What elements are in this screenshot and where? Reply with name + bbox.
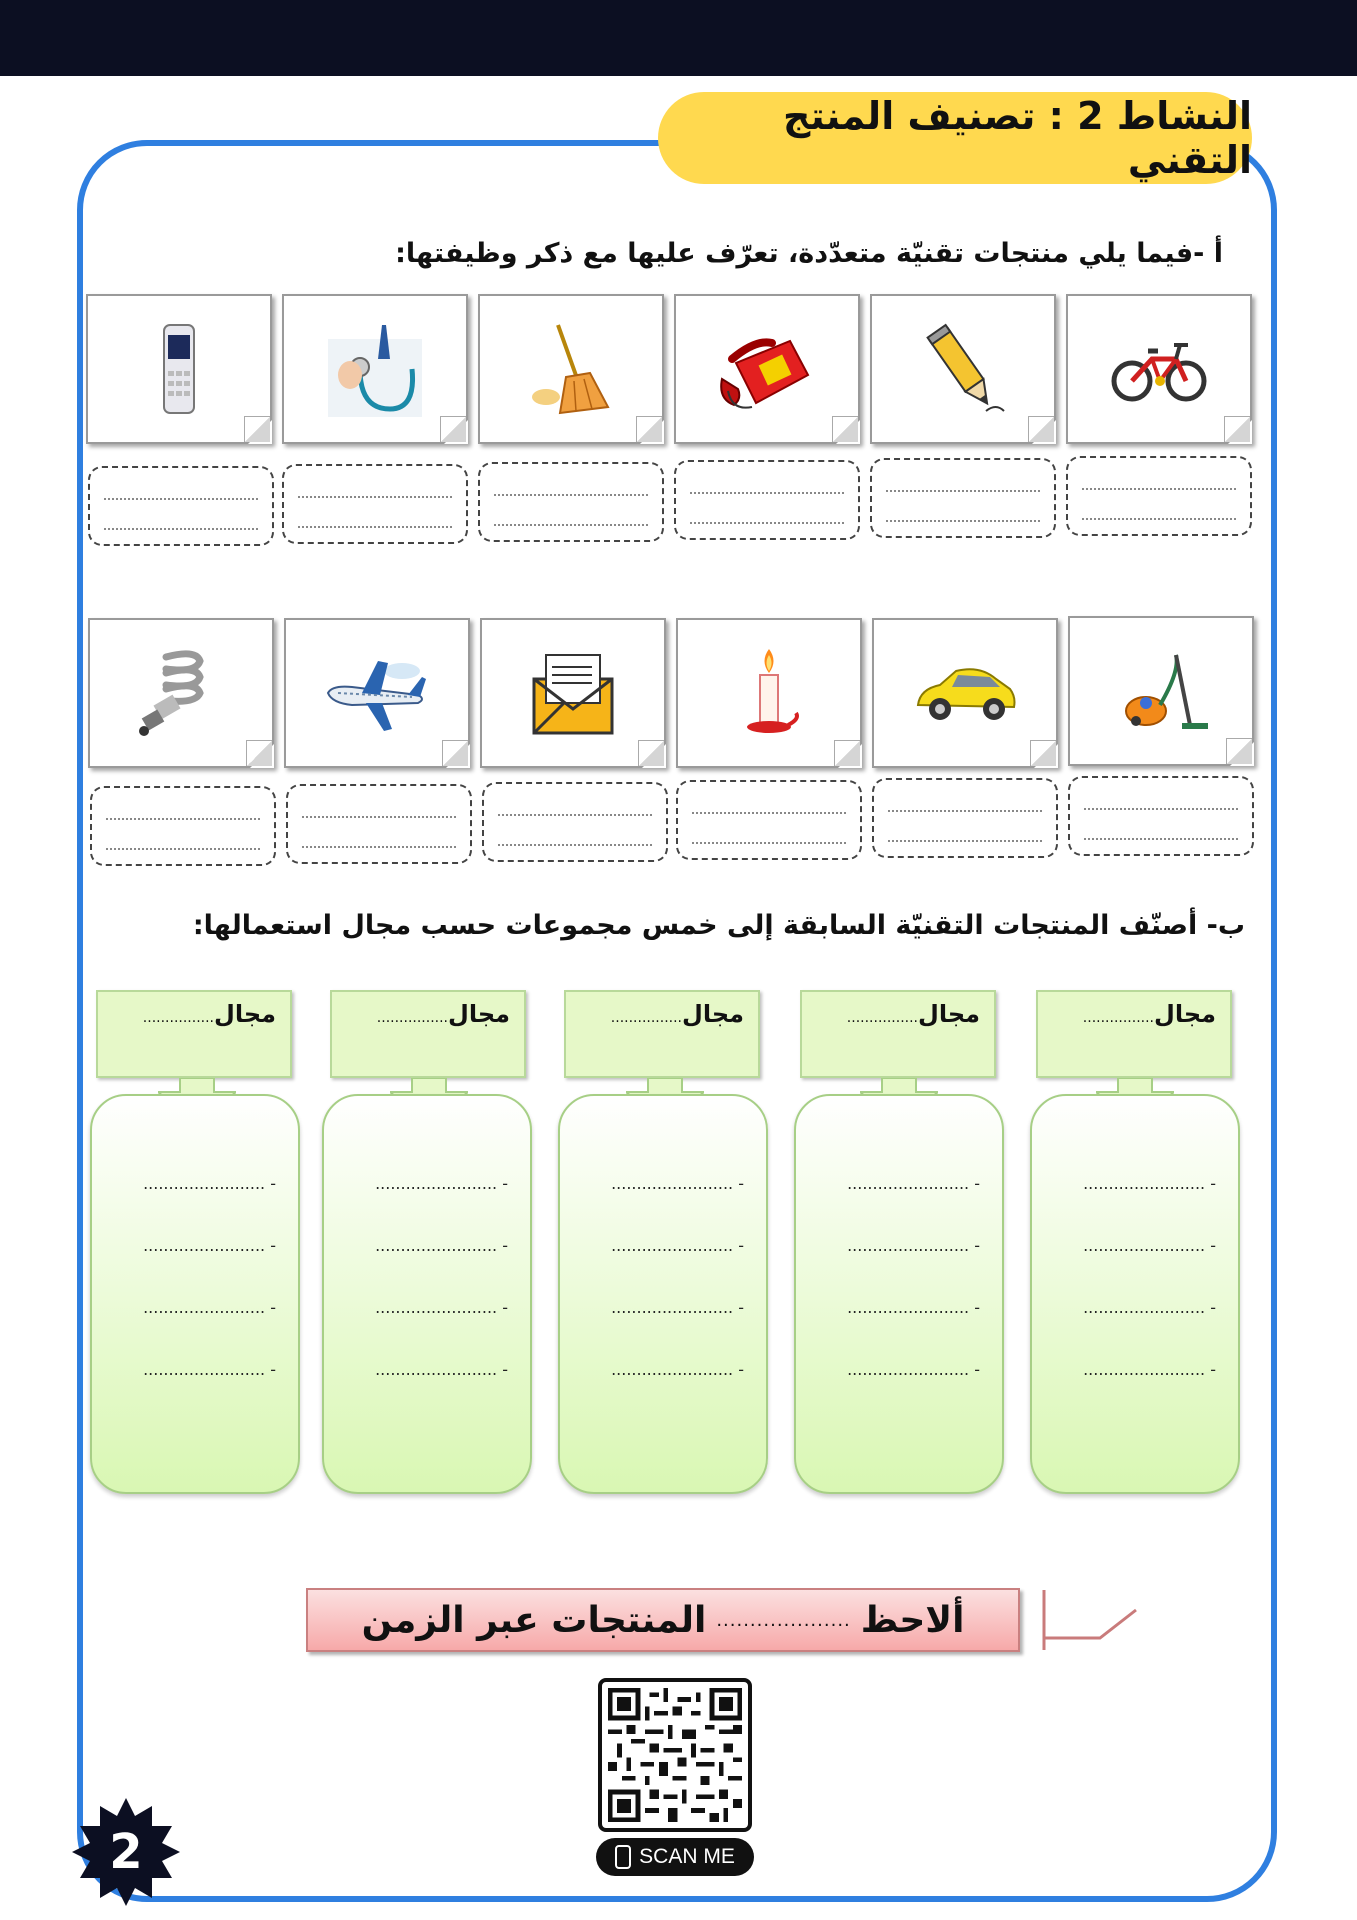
qr-code[interactable] <box>598 1678 752 1832</box>
answer-box[interactable] <box>286 784 472 864</box>
category-list <box>1030 1094 1240 1494</box>
category-list <box>558 1094 768 1494</box>
answer-box[interactable] <box>674 460 860 540</box>
category-header <box>96 990 292 1078</box>
category-entry[interactable]: - ........................ <box>375 1174 508 1193</box>
product-card-broom <box>478 294 664 444</box>
category-entry[interactable]: - ........................ <box>611 1360 744 1379</box>
light-bulb-icon <box>126 643 236 743</box>
answer-box[interactable] <box>90 786 276 866</box>
airplane-icon <box>322 643 432 743</box>
category-entry[interactable]: - ........................ <box>847 1236 980 1255</box>
product-card-light-bulb <box>88 618 274 768</box>
category-list <box>90 1094 300 1494</box>
category-label: مجال <box>1154 1000 1216 1028</box>
category-entry[interactable]: - ........................ <box>143 1236 276 1255</box>
category-entry[interactable]: - ........................ <box>847 1298 980 1317</box>
top-bar <box>0 0 1357 76</box>
category-header <box>564 990 760 1078</box>
category-blank[interactable]: ................ <box>376 1010 448 1026</box>
category-entry[interactable]: - ........................ <box>611 1236 744 1255</box>
category-entry[interactable]: - ........................ <box>1083 1360 1216 1379</box>
scan-me-text: SCAN ME <box>639 1845 735 1868</box>
vacuum-cleaner-icon <box>1106 641 1216 741</box>
qr-code-icon <box>608 1688 742 1822</box>
activity-title-text: النشاط 2 : تصنيف المنتج التقني <box>783 94 1252 182</box>
category-blank[interactable]: ................ <box>610 1010 682 1026</box>
product-card-vacuum-cleaner <box>1068 616 1254 766</box>
observe-verb: ألاحظ <box>860 1599 965 1641</box>
category-label: مجال <box>918 1000 980 1028</box>
category-entry[interactable]: - ........................ <box>611 1298 744 1317</box>
product-card-bicycle <box>1066 294 1252 444</box>
category-blank[interactable]: ................ <box>142 1010 214 1026</box>
phone-icon <box>615 1845 631 1869</box>
category-header <box>800 990 996 1078</box>
activity-title <box>658 92 1252 184</box>
category-entry[interactable]: - ........................ <box>143 1360 276 1379</box>
instruction-a: أ -فيما يلي منتجات تقنيّة متعدّدة، تعرّف عليها مع ذكر وظيفتها: <box>395 238 1223 269</box>
category-entry[interactable]: - ........................ <box>847 1360 980 1379</box>
category-label: مجال <box>448 1000 510 1028</box>
candle-icon <box>714 643 824 743</box>
product-card-pencil <box>870 294 1056 444</box>
bicycle-icon <box>1104 319 1214 419</box>
answer-box[interactable] <box>870 458 1056 538</box>
observe-banner <box>306 1588 1020 1652</box>
product-card-stethoscope <box>282 294 468 444</box>
category-header <box>1036 990 1232 1078</box>
product-card-mobile-phone <box>86 294 272 444</box>
category-blank[interactable]: ................ <box>1082 1010 1154 1026</box>
answer-box[interactable] <box>872 778 1058 858</box>
category-list <box>794 1094 1004 1494</box>
answer-box[interactable] <box>282 464 468 544</box>
envelope-icon <box>518 643 628 743</box>
telephone-icon <box>712 319 822 419</box>
product-card-candle <box>676 618 862 768</box>
category-entry[interactable]: - ........................ <box>375 1298 508 1317</box>
pencil-icon <box>908 319 1018 419</box>
category-label: مجال <box>214 1000 276 1028</box>
category-entry[interactable]: - ........................ <box>847 1174 980 1193</box>
observe-object: المنتجات عبر الزمن <box>361 1599 707 1641</box>
answer-box[interactable] <box>478 462 664 542</box>
category-list <box>322 1094 532 1494</box>
answer-box[interactable] <box>676 780 862 860</box>
category-entry[interactable]: - ........................ <box>375 1236 508 1255</box>
broom-icon <box>516 319 626 419</box>
category-blank[interactable]: ................ <box>846 1010 918 1026</box>
category-entry[interactable]: - ........................ <box>375 1360 508 1379</box>
answer-box[interactable] <box>88 466 274 546</box>
mobile-phone-icon <box>124 319 234 419</box>
category-entry[interactable]: - ........................ <box>143 1174 276 1193</box>
answer-box[interactable] <box>1066 456 1252 536</box>
category-entry[interactable]: - ........................ <box>1083 1174 1216 1193</box>
pencil-mark-icon <box>1040 1590 1140 1650</box>
category-header <box>330 990 526 1078</box>
instruction-b: ب- أصنّف المنتجات التقنيّة السابقة إلى خمس مجموعات حسب مجال استعمالها: <box>192 910 1245 941</box>
car-icon <box>910 643 1020 743</box>
category-entry[interactable]: - ........................ <box>611 1174 744 1193</box>
category-label: مجال <box>682 1000 744 1028</box>
page-number: 2 <box>109 1824 143 1880</box>
answer-box[interactable] <box>1068 776 1254 856</box>
scan-me-label <box>596 1838 754 1876</box>
category-entry[interactable]: - ........................ <box>1083 1236 1216 1255</box>
answer-box[interactable] <box>482 782 668 862</box>
product-card-envelope <box>480 618 666 768</box>
product-card-telephone <box>674 294 860 444</box>
category-entry[interactable]: - ........................ <box>1083 1298 1216 1317</box>
category-entry[interactable]: - ........................ <box>143 1298 276 1317</box>
stethoscope-icon <box>320 319 430 419</box>
product-card-car <box>872 618 1058 768</box>
observe-blank[interactable]: .................... <box>716 1609 851 1631</box>
product-card-airplane <box>284 618 470 768</box>
